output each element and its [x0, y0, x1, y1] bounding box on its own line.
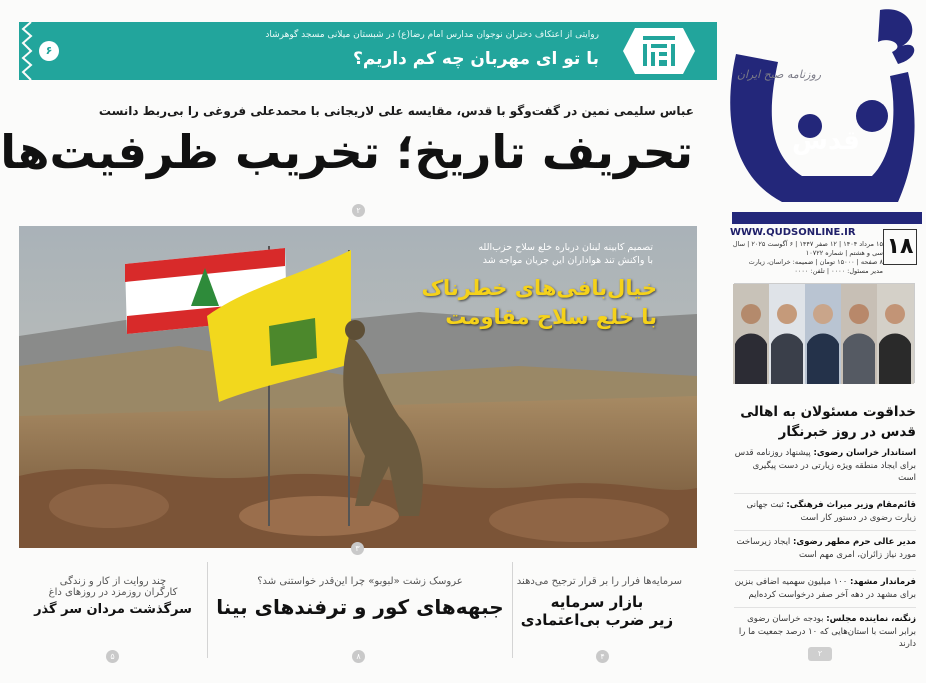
teaser-banner[interactable]: [19, 22, 717, 80]
banner-page-ref[interactable]: ۶: [39, 41, 59, 61]
officials-photo-image: [733, 284, 914, 384]
right-item-text: بودجه خراسان رضوی برابر است با استان‌هایی که ۱۰ درصد جمعیت ما را دارند: [738, 614, 916, 649]
column-divider: [207, 562, 208, 658]
economy-page-ref[interactable]: ۴: [596, 650, 609, 663]
economy-headline-line-1: بازار سرمایه: [550, 593, 644, 611]
right-item-title: مدیر عالی حرم مطهر رضوی:: [793, 537, 916, 547]
photo-kicker-line-2: با واکنش تند هواداران این جریان مواجه شد: [482, 255, 653, 266]
main-headline[interactable]: تحریف تاریخ؛ تخریب ظرفیت‌ها: [0, 125, 693, 179]
photo-page-ref[interactable]: ۳: [351, 542, 364, 555]
photo-kicker: [478, 241, 653, 267]
photo-headline-line-2: با خلع سلاح مقاومت: [445, 305, 657, 329]
culture-kicker: عروسک زشت «لبوبو» چرا این‌قدر خواستنی شد؟: [257, 576, 463, 587]
right-item-title: استاندار خراسان رضوی:: [813, 448, 916, 458]
site-url[interactable]: WWW.QUDSONLINE.IR: [730, 227, 856, 238]
officials-photo[interactable]: [734, 283, 915, 383]
society-headline: سرگذشت مردان سر گذر: [34, 602, 192, 617]
economy-kicker: سرمایه‌ها فرار را بر قرار ترجیح می‌دهند: [516, 576, 682, 587]
issue-info-line-1: ۱۵ مرداد ۱۴۰۴ | ۱۲ صفر ۱۴۴۷ | ۶ آگوست ۲۰۲۵ | سال سی و هشتم | شماره ۱۰۷۲۲: [732, 240, 883, 257]
masthead-tagline: روزنامه صبح ایران: [736, 68, 822, 81]
zigzag-border: [19, 22, 31, 80]
masthead-logo-text: قدس: [792, 126, 860, 156]
official-portrait: [805, 284, 841, 384]
right-item[interactable]: [734, 613, 916, 651]
society-page-ref[interactable]: ۵: [106, 650, 119, 663]
banner-headline[interactable]: با تو ای مهربان چه کم داریم؟: [352, 49, 599, 69]
photo-kicker-line-1: تصمیم کابینه لبنان درباره خلع سلاح حزب‌الله: [478, 242, 653, 253]
right-item-title: قائم‌مقام وزیر میراث فرهنگی:: [786, 500, 916, 510]
bottom-story-culture[interactable]: [216, 576, 504, 619]
economy-headline-line-2: زیر ضرب بی‌اعتمادی: [520, 611, 674, 629]
official-portrait: [769, 284, 805, 384]
right-item[interactable]: [734, 447, 916, 485]
official-portrait: [841, 284, 877, 384]
page-number: ۱۸: [883, 229, 917, 265]
right-item-text: ۱۰۰ میلیون سهمیه اضافی بنزین برای مشهد در دهه آخر صفر درخواست کرده‌ایم: [734, 577, 916, 600]
right-item-title: فرماندار مشهد:: [849, 577, 916, 587]
culture-headline: جبهه‌های کور و ترفندهای بینا: [216, 595, 504, 619]
issue-info-line-3: مدیر مسئول: ۰۰۰۰ | تلفن: ۰۰۰۰: [794, 267, 883, 275]
item-divider: [734, 607, 916, 608]
official-portrait: [733, 284, 769, 384]
right-column-page-ref[interactable]: ۲: [808, 647, 832, 661]
banner-kicker: روایتی از اعتکاف دختران نوجوان مدارس امام رضا(ع) در شبستان میلانی مسجد گوهرشاد: [265, 30, 599, 40]
main-page-ref[interactable]: ۲: [352, 204, 365, 217]
right-item-text: پیشنهاد روزنامه قدس برای ایجاد منطقه ویژه زیارتی در دست پیگیری است: [734, 448, 916, 483]
lead-photo[interactable]: [19, 226, 697, 553]
right-item[interactable]: [734, 536, 916, 561]
item-divider: [734, 570, 916, 571]
issue-info-line-2: ۸ صفحه | ۱۵۰۰۰ تومان | ضمیمه: خراسان، زیارت: [748, 258, 883, 266]
culture-page-ref[interactable]: ۸: [352, 650, 365, 663]
photo-headline-line-1: خیال‌بافی‌های خطرناک: [421, 276, 657, 300]
photo-headline[interactable]: [421, 274, 657, 332]
right-item[interactable]: [734, 499, 916, 524]
bottom-story-society[interactable]: [28, 576, 198, 617]
right-item-text: ایجاد زیرساخت مورد نیاز زائران، امری مهم است: [736, 537, 916, 560]
item-divider: [734, 493, 916, 494]
right-item-text: ثبت جهانی زیارت رضوی در دستور کار است: [746, 500, 916, 523]
bottom-story-economy[interactable]: [512, 576, 682, 629]
society-kicker-2: کارگران روزمزد در روزهای داغ: [48, 587, 178, 598]
issue-info: [727, 240, 883, 276]
society-kicker: چند روایت از کار و زندگی: [59, 576, 167, 587]
masthead-logo[interactable]: [722, 6, 922, 228]
main-subheadline: عباس سلیمی نمین در گفت‌وگو با قدس، مقایسه علی لاریجانی با محمدعلی فروغی را بی‌ربط دانست: [98, 104, 694, 118]
right-column-headline[interactable]: خداقوت مسئولان به اهالی قدس در روز خبرنگار: [740, 404, 916, 440]
itikaf-logo: [621, 26, 697, 76]
official-portrait: [877, 284, 914, 384]
right-item-title: زنگنه، نماینده مجلس:: [826, 614, 916, 624]
item-divider: [734, 530, 916, 531]
right-item[interactable]: [734, 576, 916, 601]
